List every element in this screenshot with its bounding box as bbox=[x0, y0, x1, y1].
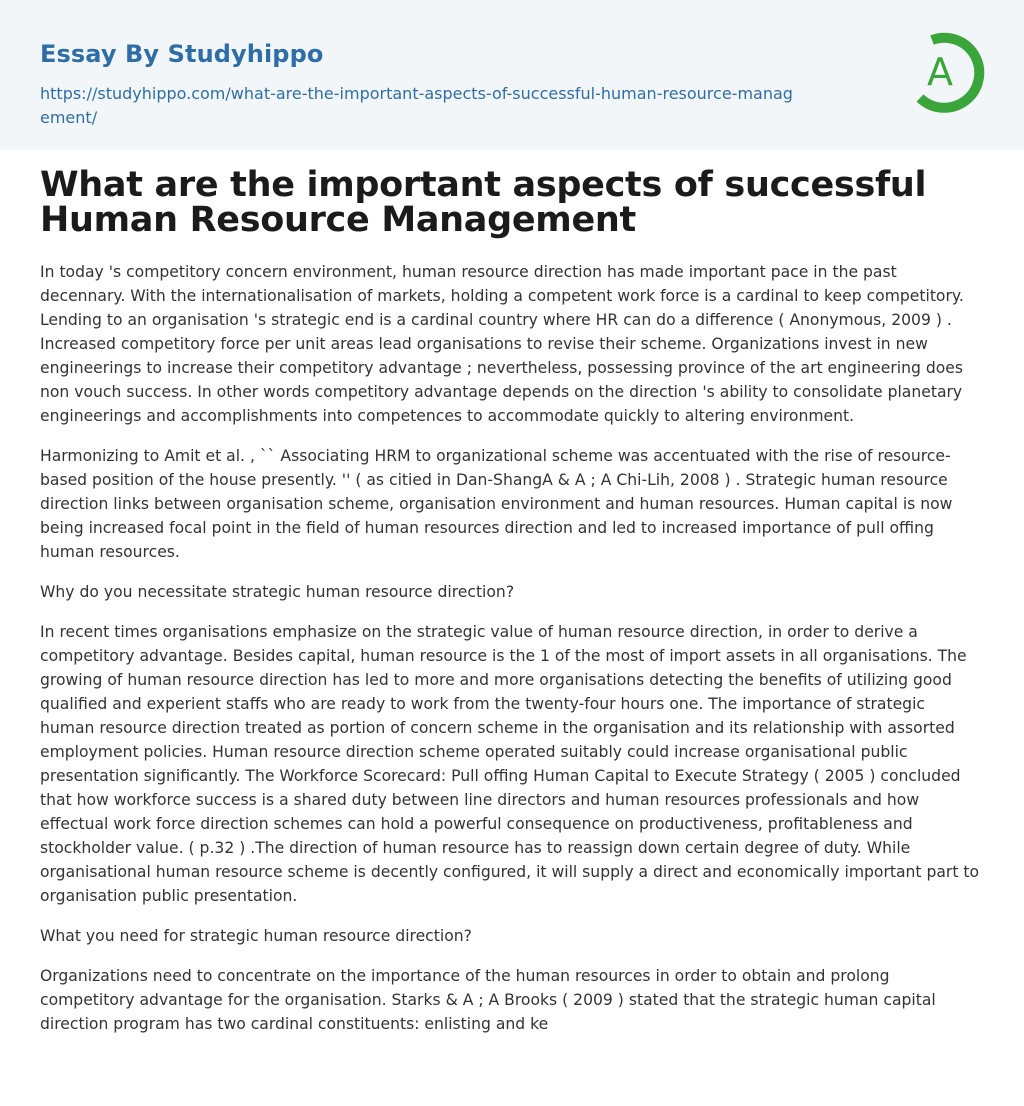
studyhippo-logo-icon[interactable] bbox=[910, 28, 990, 116]
paragraph-organizations: Organizations need to concentrate on the importance of the human resources in order to obtain and prolong competitory advantage for the organisation. Starks & A ; A Brooks ( 2009 ) stated that the strategic human capital direction program has two cardinal constituents: enlisting and ke bbox=[40, 967, 936, 1033]
site-header bbox=[0, 0, 1024, 150]
subheading-what-you-need: What you need for strategic human resource direction? bbox=[40, 927, 472, 945]
logo-letter: A bbox=[927, 50, 953, 94]
page-title: What are the important aspects of successful Human Resource Management bbox=[40, 165, 927, 240]
subheading-why: Why do you necessitate strategic human resource direction? bbox=[40, 583, 515, 601]
paragraph-intro: In today 's competitory concern environment, human resource direction has made important pace in the past decennary. With the internationalisation of markets, holding a competent work force is a cardinal to keep competitory. Lending to an organisation 's strategic end is a cardinal country where HR can do a difference ( Anonymous, 2009 ) . Increased competitory force per unit areas lead organisations to revise their scheme. Organizations invest in new engineerings to increase their competitory advantage ; nevertheless, possessing province of the art engineering does non vouch success. In other words competitory advantage depends on the direction 's ability to consolidate planetary engineerings and accomplishments into competences to accommodate quickly to altering environment. bbox=[40, 263, 964, 425]
article bbox=[40, 165, 984, 1052]
brand-title[interactable]: Essay By Studyhippo bbox=[40, 40, 324, 68]
paragraph-recent-times: In recent times organisations emphasize on the strategic value of human resource direction, in order to derive a competitory advantage. Besides capital, human resource is the 1 of the most of import assets in all organisations. The growing of human resource direction has led to more and more organisations detecting the benefits of utilizing good qualified and experient staffs who are ready to work from the twenty-four hours one. The importance of strategic human resource direction treated as portion of concern scheme in the organisation and its relationship with assorted employment policies. Human resource direction scheme operated suitably could increase organisational public presentation significantly. The Workforce Scorecard: Pull offing Human Capital to Execute Strategy ( 2005 ) concluded that how workforce success is a shared duty between line directors and human resources professionals and how effectual work force direction schemes can hold a powerful consequence on productiveness, profitableness and stockholder value. ( p.32 ) .The direction of human resource has to reassign down certain degree of duty. While organisational human resource scheme is decently configured, it will supply a direct and economically important part to organisation public presentation. bbox=[40, 623, 980, 905]
paragraph-harmonizing: Harmonizing to Amit et al. , `` Associating HRM to organizational scheme was accentuated with the rise of resource-based position of the house presently. '' ( as citied in Dan-ShangA & A ; A Chi-Lih, 2008 ) . Strategic human resource direction links between organisation scheme, organisation environment and human resources. Human capital is now being increased focal point in the field of human resources direction and led to increased importance of pull offing human resources. bbox=[40, 447, 953, 561]
source-url-link[interactable]: https://studyhippo.com/what-are-the-important-aspects-of-successful-human-resource-management/ bbox=[40, 84, 793, 127]
